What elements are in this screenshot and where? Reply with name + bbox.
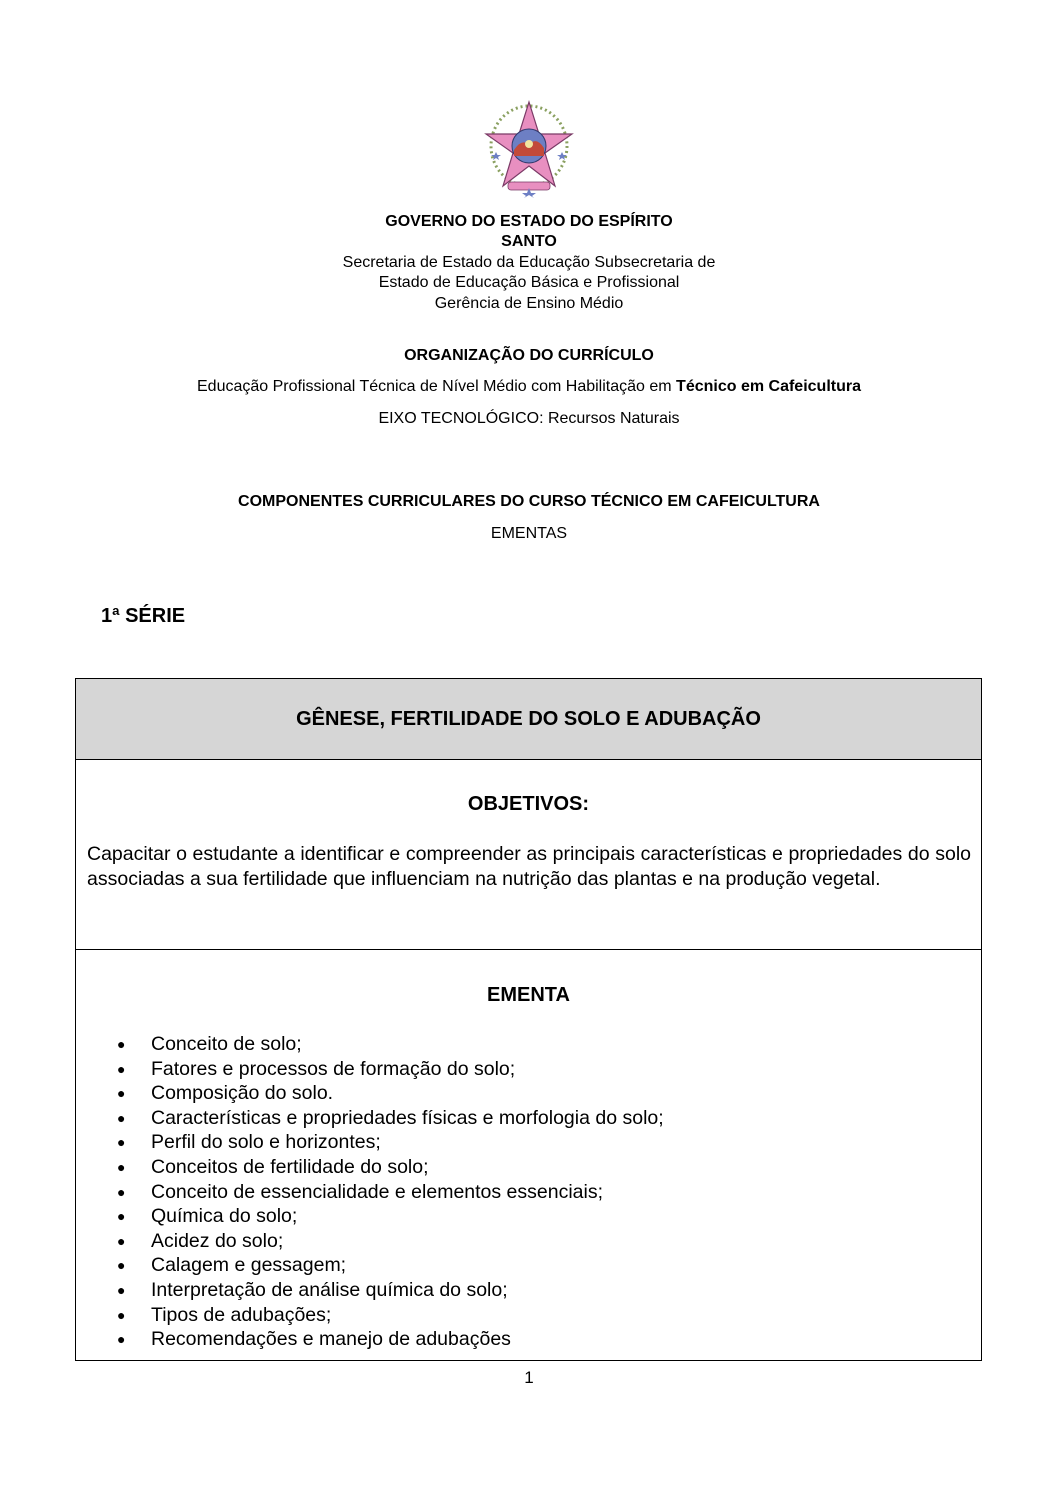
bullet-icon: ● xyxy=(117,1036,126,1052)
course-prefix: Educação Profissional Técnica de Nível Médio com Habilitação em xyxy=(197,378,677,395)
bullet-icon: ● xyxy=(117,1060,126,1077)
course-name: Técnico em Cafeicultura xyxy=(676,378,861,395)
bullet-icon: ● xyxy=(117,1158,126,1175)
bullet-icon: ● xyxy=(117,1281,126,1298)
objetivos-title: OBJETIVOS: xyxy=(467,793,590,815)
serie-heading: 1ª SÉRIE xyxy=(101,605,186,627)
bullet-icon: ● xyxy=(117,1183,126,1200)
bullet-icon: ● xyxy=(117,1257,126,1274)
list-item: ● Calagem e gessagem; xyxy=(117,1254,347,1277)
state-seal-logo xyxy=(482,100,576,198)
header-sec-line3: Gerência de Ensino Médio xyxy=(434,295,624,312)
list-item: ● Características e propriedades físicas e morfologia do solo; xyxy=(117,1106,664,1129)
bullet-icon: ● xyxy=(117,1085,126,1102)
ementa-list xyxy=(113,1032,664,1352)
header-sec-line1: Secretaria de Estado da Educação Subsecretaria de xyxy=(342,254,716,271)
bullet-icon: ● xyxy=(117,1331,126,1348)
header-org-line2: SANTO xyxy=(501,233,557,250)
list-item: ● Acidez do solo; xyxy=(117,1229,284,1252)
bullet-icon: ● xyxy=(117,1134,126,1151)
componentes-heading: COMPONENTES CURRICULARES DO CURSO TÉCNICO EM CAFEICULTURA xyxy=(238,493,820,510)
bullet-icon: ● xyxy=(117,1109,126,1126)
page-number: 1 xyxy=(524,1368,534,1387)
list-item: ● Fatores e processos de formação do solo; xyxy=(117,1057,516,1080)
list-item: ● Recomendações e manejo de adubações xyxy=(117,1328,511,1351)
list-item: ● Perfil do solo e horizontes; xyxy=(117,1131,381,1154)
list-item: ● Composição do solo. xyxy=(117,1082,334,1105)
org-curriculo-heading: ORGANIZAÇÃO DO CURRÍCULO xyxy=(404,347,654,364)
subject-title-cell xyxy=(75,678,982,760)
course-line xyxy=(0,377,1058,397)
ementa-cell xyxy=(75,949,982,1361)
list-item: ● Conceitos de fertilidade do solo; xyxy=(117,1155,429,1178)
header-org-line1: GOVERNO DO ESTADO DO ESPÍRITO xyxy=(385,213,673,230)
list-item: ● Interpretação de análise química do solo; xyxy=(117,1278,508,1301)
list-item: ● Conceito de essencialidade e elementos essenciais; xyxy=(117,1180,604,1203)
list-item: ● Tipos de adubações; xyxy=(117,1303,332,1326)
header-sec-line2: Estado de Educação Básica e Profissional xyxy=(378,274,680,291)
list-item: ● Conceito de solo; xyxy=(117,1033,302,1055)
subject-title: GÊNESE, FERTILIDADE DO SOLO E ADUBAÇÃO xyxy=(296,707,761,730)
list-item: ● Química do solo; xyxy=(117,1205,298,1228)
objetivos-text: Capacitar o estudante a identificar e compreender as principais características e propriedades do solo associadas a sua fertilidade que influenciam na nutrição das plantas e na produção vegetal. xyxy=(87,843,971,890)
bullet-icon: ● xyxy=(117,1208,126,1225)
eixo-line: EIXO TECNOLÓGICO: Recursos Naturais xyxy=(378,410,680,427)
bullet-icon: ● xyxy=(117,1232,126,1249)
objetivos-cell xyxy=(75,759,982,950)
bullet-icon: ● xyxy=(117,1306,126,1323)
ementas-label: EMENTAS xyxy=(490,525,568,542)
ementa-title: EMENTA xyxy=(487,984,570,1006)
